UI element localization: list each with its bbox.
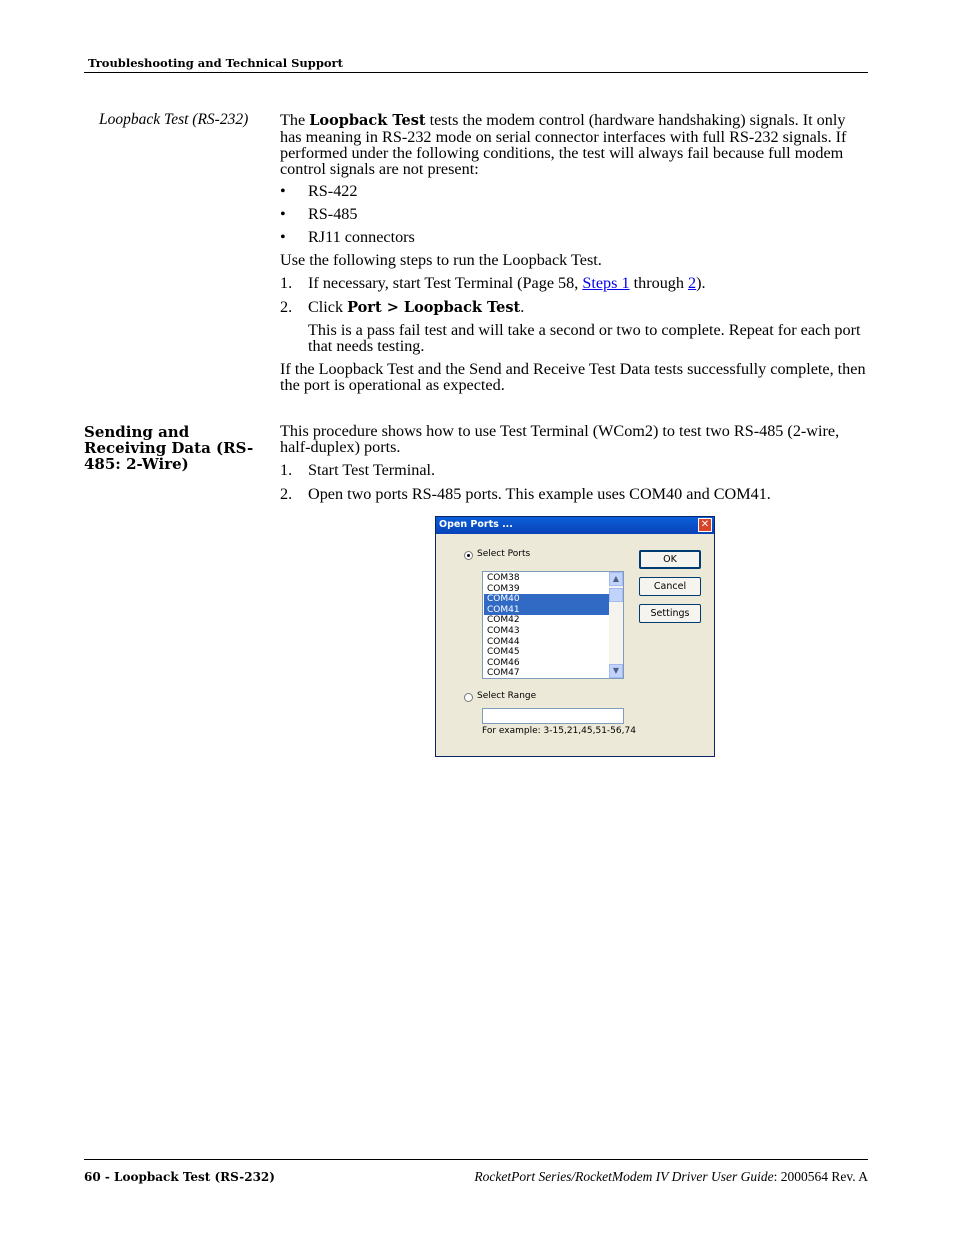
list-item-selected[interactable]: COM40 — [484, 594, 609, 605]
step-2-link[interactable]: 2 — [688, 274, 697, 292]
select-range-radio[interactable] — [464, 693, 473, 702]
select-range-label: Select Range — [477, 691, 537, 701]
ports-scrollbar[interactable] — [609, 572, 623, 678]
select-ports-radio[interactable] — [464, 551, 473, 560]
ok-button[interactable]: OK — [639, 550, 701, 569]
settings-button[interactable]: Settings — [639, 604, 701, 623]
scroll-down-icon[interactable]: ▼ — [609, 664, 623, 678]
close-icon[interactable]: ✕ — [698, 518, 712, 532]
range-hint: For example: 3-15,21,45,51-56,74 — [482, 726, 636, 736]
dialog-title: Open Ports ... — [439, 519, 513, 530]
scroll-up-icon[interactable]: ▲ — [609, 572, 623, 586]
list-item[interactable]: COM38 — [487, 573, 520, 583]
list-item[interactable]: COM47 — [487, 668, 520, 679]
rs485-intro: This procedure shows how to use Test Terminal (WCom2) to test two RS-485 (2-wire, half-duplex) ports. — [280, 422, 840, 456]
steps-lead: Use the following steps to run the Loopback Test. — [280, 251, 602, 269]
dialog-title-bar — [436, 517, 714, 534]
list-item[interactable]: COM39 — [487, 583, 520, 594]
cancel-button[interactable]: Cancel — [639, 577, 701, 596]
list-item[interactable]: COM43 — [487, 626, 520, 636]
footer-page-label: 60 - Loopback Test (RS-232) — [84, 1170, 275, 1184]
side-heading-rs485: Sending and Receiving Data (RS-485: 2-Wire) — [84, 423, 254, 473]
steps-1-link[interactable]: Steps 1 — [582, 274, 630, 292]
select-ports-label: Select Ports — [477, 549, 531, 559]
scroll-thumb[interactable] — [609, 588, 623, 602]
list-item-selected[interactable]: COM41 — [484, 605, 609, 616]
running-head: Troubleshooting and Technical Support — [88, 56, 343, 70]
list-item[interactable]: COM42 — [487, 615, 520, 626]
loopback-closing: If the Loopback Test and the Send and Receive Test Data tests successfully complete, then the port is operational as expected. — [280, 360, 866, 394]
ports-listbox[interactable] — [482, 571, 624, 679]
step-2-note: This is a pass fail test and will take a second or two to complete. Repeat for each port that needs testing. — [308, 321, 861, 355]
list-item[interactable]: COM45 — [487, 647, 520, 658]
side-heading-loopback: Loopback Test (RS-232) — [99, 111, 249, 128]
footer-doc-title: RocketPort Series/RocketModem IV Driver User Guide: 2000564 Rev. A — [474, 1169, 868, 1184]
header-rule — [84, 72, 868, 73]
range-input[interactable] — [482, 708, 624, 724]
loopback-intro: The Loopback Test tests the modem control (hardware handshaking) signals. It only has meaning in RS-232 mode on serial connector interfaces with full RS-232 signals. If performed under the following conditions, the test will always fail because full modem control signals are not present: — [280, 111, 847, 178]
footer-rule — [84, 1159, 868, 1160]
loopback-term: Loopback Test — [309, 112, 426, 129]
open-ports-dialog — [435, 516, 715, 757]
list-item[interactable]: COM46 — [487, 657, 520, 668]
menu-path: Port > Loopback Test — [347, 299, 521, 316]
list-item[interactable]: COM44 — [487, 636, 520, 647]
